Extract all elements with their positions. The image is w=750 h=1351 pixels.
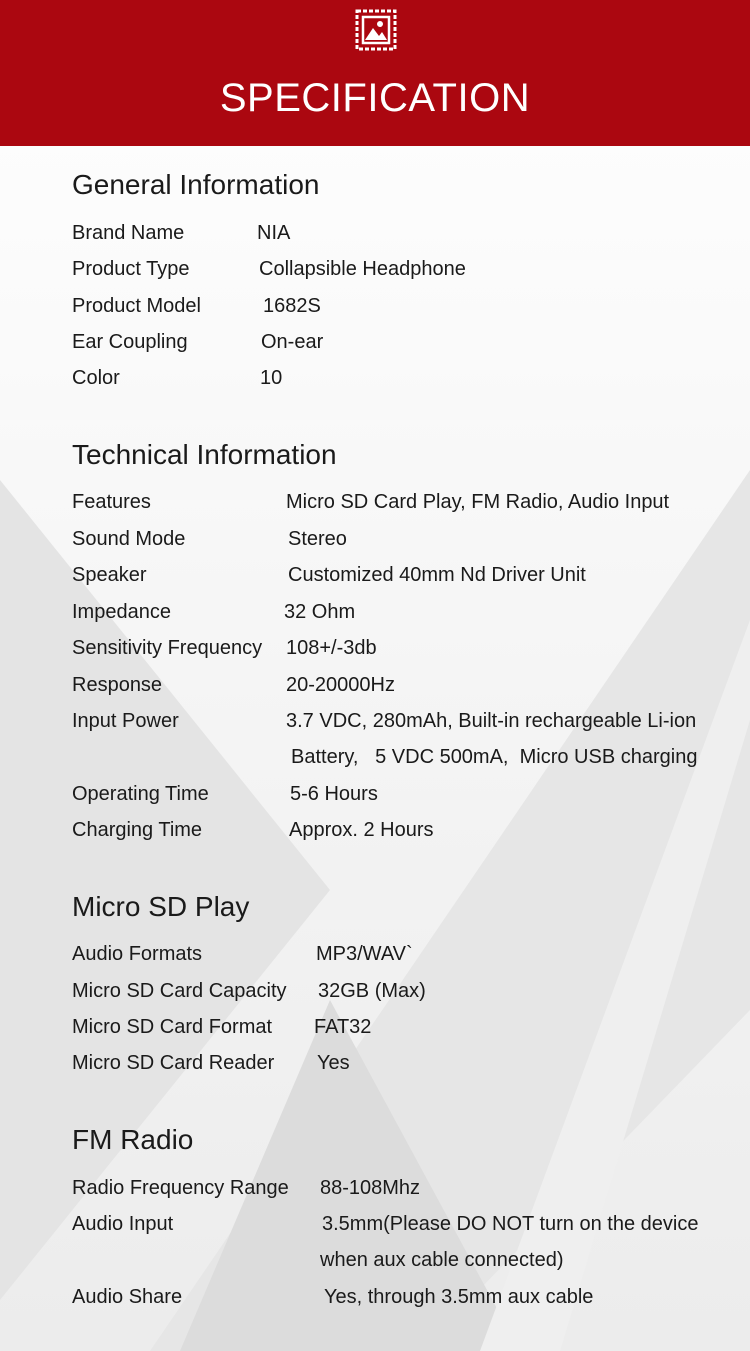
spec-value-continued: when aux cable connected) <box>320 1249 564 1271</box>
spec-label: Audio Input <box>72 1213 174 1235</box>
spec-value: MP3/WAV` <box>316 943 413 965</box>
spec-value: Yes, through 3.5mm aux cable <box>324 1286 594 1308</box>
spec-value: Stereo <box>288 528 347 550</box>
spec-label: Features <box>72 491 151 513</box>
spec-label: Micro SD Card Capacity <box>72 980 287 1002</box>
spec-label: Brand Name <box>72 222 185 244</box>
spec-label: Product Model <box>72 295 201 317</box>
spec-label: Input Power <box>72 710 179 732</box>
spec-label: Ear Coupling <box>72 331 188 353</box>
spec-value: 3.5mm(Please DO NOT turn on the device <box>322 1213 699 1235</box>
section-heading-technical: Technical Information <box>72 439 337 470</box>
spec-value: Collapsible Headphone <box>259 258 466 280</box>
spec-value: 3.7 VDC, 280mAh, Built-in rechargeable Li-ion <box>286 710 697 732</box>
spec-value: 108+/-3db <box>286 637 377 659</box>
spec-label: Micro SD Card Format <box>72 1016 273 1038</box>
spec-label: Sensitivity Frequency <box>72 637 263 659</box>
spec-label: Color <box>72 367 120 389</box>
section-heading-micro-sd: Micro SD Play <box>72 891 250 922</box>
section-heading-fm-radio: FM Radio <box>72 1124 194 1155</box>
spec-value: NIA <box>257 222 291 244</box>
spec-value: 32GB (Max) <box>318 980 426 1002</box>
spec-label: Speaker <box>72 564 147 586</box>
spec-value: Customized 40mm Nd Driver Unit <box>288 564 586 586</box>
spec-value: Yes <box>317 1052 350 1074</box>
spec-value: Micro SD Card Play, FM Radio, Audio Input <box>286 491 670 513</box>
spec-label: Impedance <box>72 601 171 623</box>
spec-value: 10 <box>260 367 283 389</box>
spec-label: Audio Formats <box>72 943 203 965</box>
spec-label: Response <box>72 674 163 696</box>
spec-value: On-ear <box>261 331 324 353</box>
spec-value: 20-20000Hz <box>286 674 395 696</box>
spec-label: Charging Time <box>72 819 203 841</box>
section-heading-general: General Information <box>72 169 320 200</box>
spec-value: Approx. 2 Hours <box>289 819 434 841</box>
spec-label: Operating Time <box>72 783 209 805</box>
spec-value: 5-6 Hours <box>290 783 378 805</box>
spec-value: 88-108Mhz <box>320 1177 421 1199</box>
banner-title: SPECIFICATION <box>219 76 531 120</box>
spec-value: FAT32 <box>314 1016 372 1038</box>
spec-value: 32 Ohm <box>284 601 356 623</box>
spec-label: Sound Mode <box>72 528 186 550</box>
spec-value: 1682S <box>263 295 321 317</box>
spec-label: Audio Share <box>72 1286 183 1308</box>
spec-label: Product Type <box>72 258 190 280</box>
spec-label: Radio Frequency Range <box>72 1177 289 1199</box>
spec-label: Micro SD Card Reader <box>72 1052 275 1074</box>
spec-value-continued: Battery, 5 VDC 500mA, Micro USB charging <box>291 746 698 768</box>
